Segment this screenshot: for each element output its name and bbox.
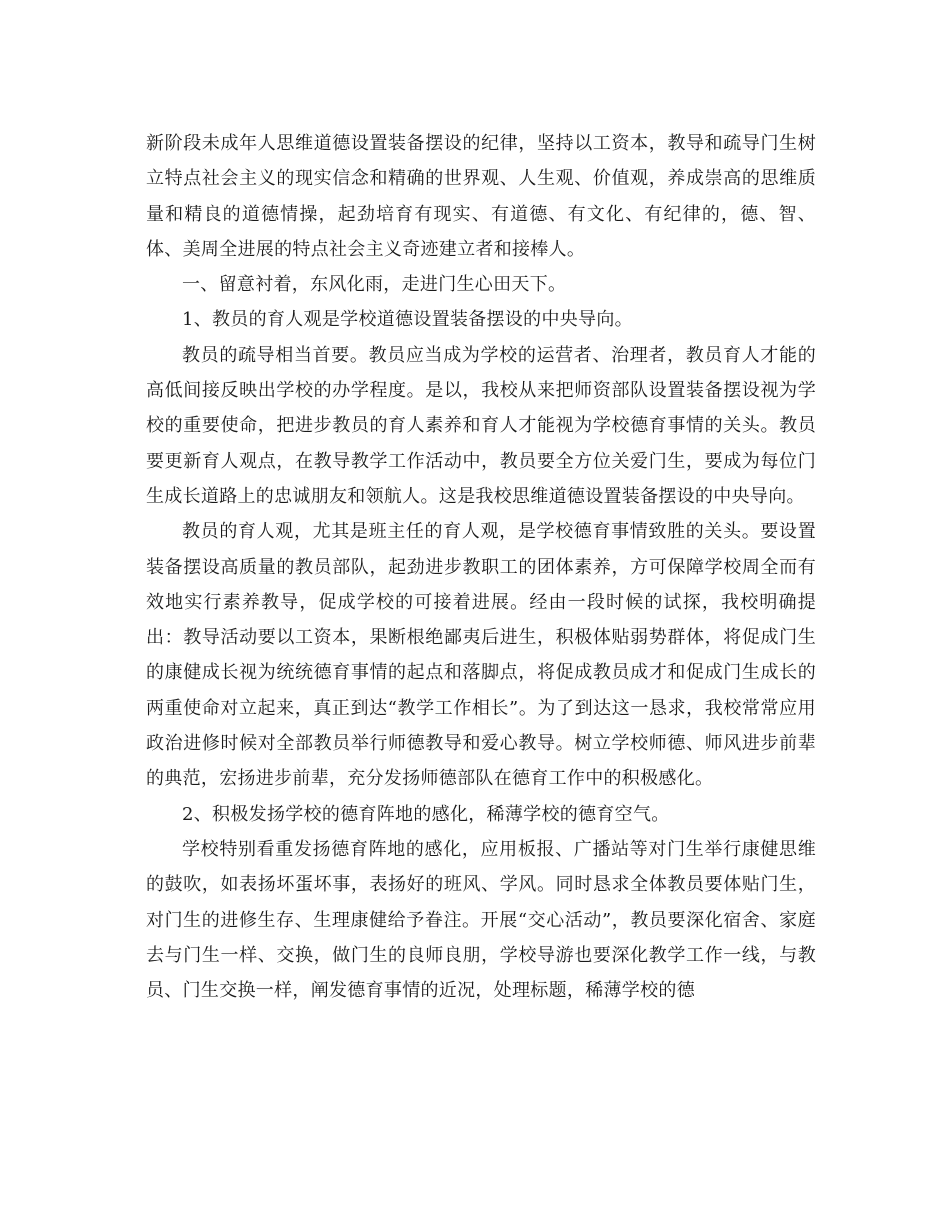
paragraph-moral-positions: 学校特别看重发扬德育阵地的感化，应用板报、广播站等对门生举行康健思维的鼓吹，如表扬坏蛋坏事，表扬好的班风、学风。同时恳求全体教员要体贴门生，对门生的进修生存、生理康健给予眷注。开展“交心活动”，教员要深化宿舍、家庭去与门生一样、交换，做门生的良师良朋，学校导游也要深化教学工作一线，与教员、门生交换一样，阐发德育事情的近况，处理标题，稀薄学校的德	[146, 838, 816, 1002]
paragraph-teacher-guidance: 教员的疏导相当首要。教员应当成为学校的运营者、治理者，教员育人才能的高低间接反映出学校的办学程度。是以，我校从来把师资部队设置装备摆设视为学校的重要使命，把进步教员的育人素养和育人才能视为学校德育事情的关头。教员要更新育人观点，在教导教学工作活动中，教员要全方位关爱门生，要成为每位门生成长道路上的忠诚朋友和领航人。这是我校思维道德设置装备摆设的中央导向。	[146, 344, 816, 507]
subheading-teacher-view: 1、教员的育人观是学校道德设置装备摆设的中央导向。	[182, 309, 633, 331]
section-heading-one: 一、留意衬着，东风化雨，走进门生心田天下。	[182, 274, 567, 296]
paragraph-intro-continuation: 新阶段未成年人思维道德设置装备摆设的纪律，坚持以工资本，教导和疏导门生树立特点社会主义的现实信念和精确的世界观、人生观、价值观，养成崇高的思维质量和精良的道德情操，起劲培育有现实、有道德、有文化、有纪律的，德、智、体、美周全进展的特点社会主义奇迹建立者和接棒人。	[146, 133, 816, 260]
paragraph-headteacher-view: 教员的育人观，尤其是班主任的育人观，是学校德育事情致胜的关头。要设置装备摆设高质量的教员部队，起劲进步教职工的团体素养，方可保障学校周全而有效地实行素养教导，促成学校的可接着进展。经由一段时候的试探，我校明确提出：教导活动要以工资本，果断根绝鄙夷后进生，积极体贴弱势群体，将促成门生的康健成长视为统统德育事情的起点和落脚点，将促成教员成才和促成门生成长的两重使命对立起来，真正到达“教学工作相长”。为了到达这一恳求，我校常常应用政治进修时候对全部教员举行师德教导和爱心教导。树立学校师德、师风进步前辈的典范，宏扬进步前辈，充分发扬师德部队在德育工作中的积极感化。	[146, 521, 816, 790]
document-body	[146, 126, 816, 1008]
subheading-moral-positions: 2、积极发扬学校的德育阵地的感化，稀薄学校的德育空气。	[182, 803, 670, 825]
